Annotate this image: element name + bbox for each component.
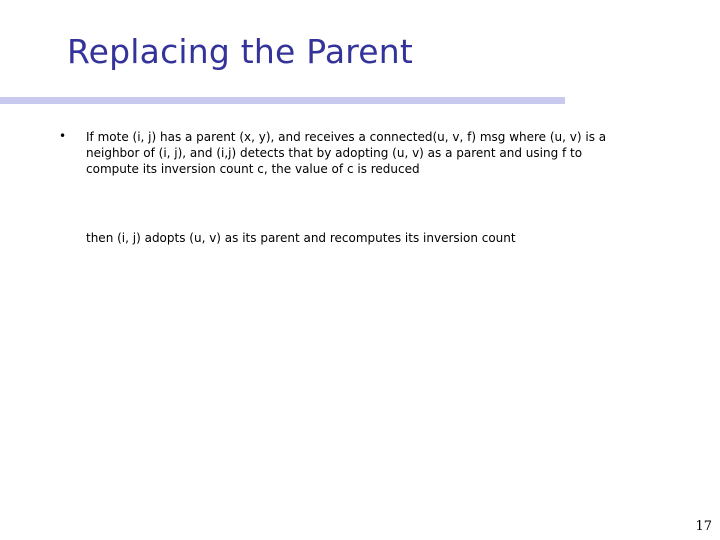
- page-number: 17: [695, 519, 712, 534]
- bullet-line-3: compute its inversion count c, the value of c is reduced: [86, 162, 420, 176]
- bullet-line-1: If mote (i, j) has a parent (x, y), and receives a connected(u, v, f) msg where (u, v) is a: [86, 130, 607, 144]
- followup-paragraph: then (i, j) adopts (u, v) as its parent and recomputes its inversion count: [86, 231, 516, 245]
- bullet-line-2: neighbor of (i, j), and (i,j) detects that by adopting (u, v) as a parent and using f to: [86, 146, 583, 160]
- bullet-paragraph: [86, 129, 686, 177]
- slide-title: Replacing the Parent: [67, 32, 414, 71]
- bullet-marker: •: [59, 129, 67, 143]
- title-underline-bar: [0, 97, 565, 104]
